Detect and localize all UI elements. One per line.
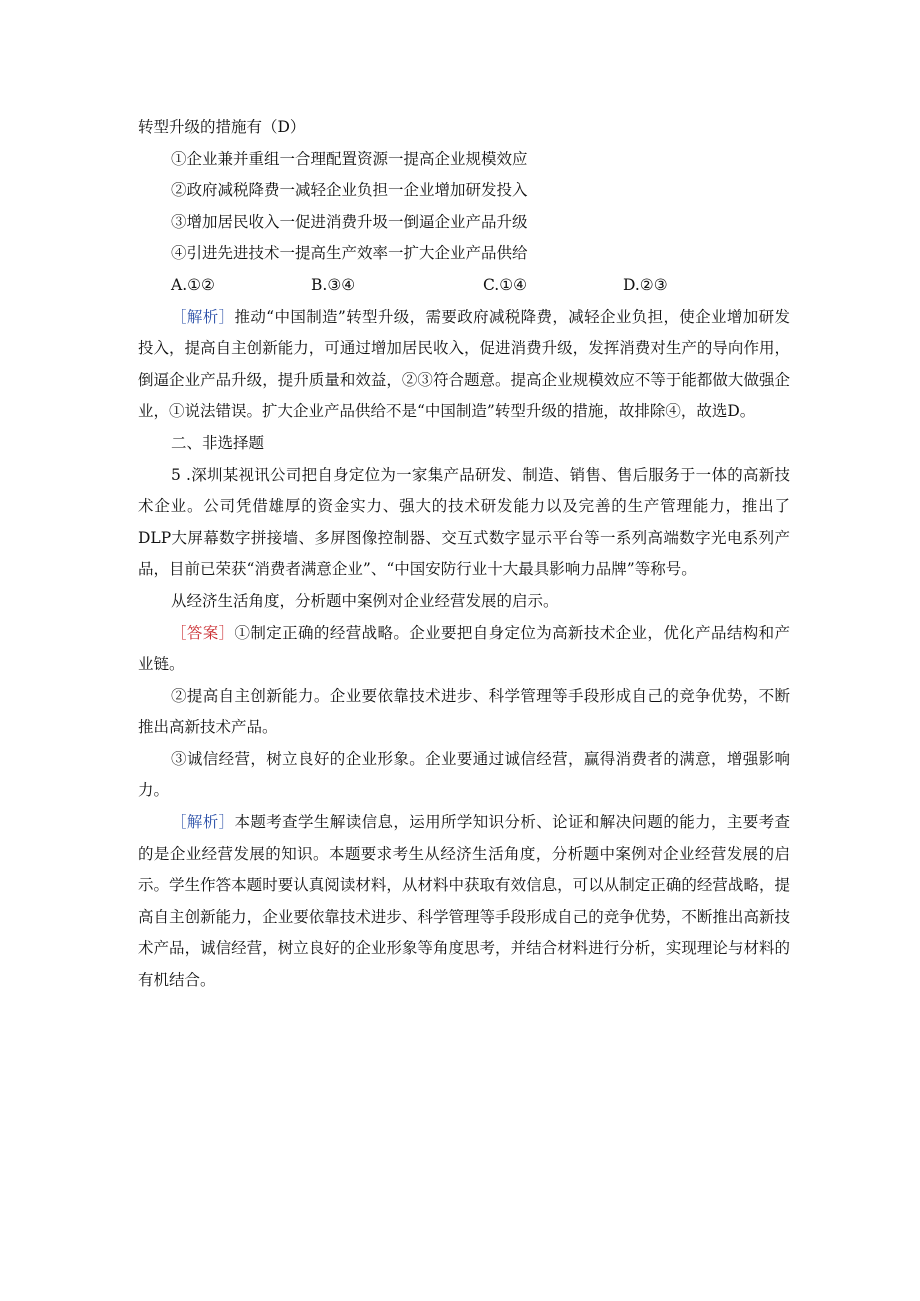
question-5-question: 从经济生活角度，分析题中案例对企业经营发展的启示。: [171, 591, 559, 610]
option-d: D.②③: [623, 275, 668, 294]
question-4-stem-end: 转型升级的措施有（D）: [138, 118, 306, 136]
answer-2: ②提高自主创新能力。企业要依靠技术进步、科学管理等手段形成自己的竞争优势，不断推出高新技术产品。: [138, 686, 790, 737]
analysis-tag: ［解析］: [171, 307, 235, 326]
answer-tag: ［答案］: [171, 623, 235, 642]
option-a: A.①②: [171, 275, 215, 294]
question-4-item-2: ②政府减税降费一减轻企业负担一企业增加研发投入: [171, 181, 528, 200]
answer-1-text: ①制定正确的经营战略。企业要把自身定位为高新技术企业，优化产品结构和产业链。: [138, 623, 790, 674]
question-4-item-1: ①企业兼并重组一合理配置资源一提高企业规模效应: [171, 149, 528, 168]
option-c: C.①④: [483, 275, 528, 294]
analysis-tag: ［解析］: [171, 813, 235, 832]
document-page: [138, 112, 790, 997]
section-heading: 二、非选择题: [171, 433, 265, 452]
analysis-text: 本题考查学生解读信息，运用所学知识分析、论证和解决问题的能力，主要考查的是企业经营发展的知识。本题要求考生从经济生活角度，分析题中案例对企业经营发展的启示。学生作答本题时要认真阅读材料，从材料中获取有效信息，可以从制定正确的经营战略，提高自主创新能力，企业要依靠技术进步、科学管理等手段形成自己的竞争优势，不断推出高新技术产品，诚信经营，树立良好的企业形象等角度思考，并结合材料进行分析，实现理论与材料的有机结合。: [138, 813, 790, 990]
option-b: B.③④: [311, 275, 356, 294]
question-5-stem: 5 .深圳某视讯公司把自身定位为一家集产品研发、制造、销售、售后服务于一体的高新技术企业。公司凭借雄厚的资金实力、强大的技术研发能力以及完善的生产管理能力，推出了DLP大屏幕数字拼接墙、多屏图像控制器、交互式数字显示平台等一系列高端数字光电系列产品，目前已荣获“消费者满意企业”、“中国安防行业十大最具影响力品牌”等称号。: [138, 465, 790, 579]
question-4-item-3: ③增加居民收入一促进消费升圾一倒逼企业产品升级: [171, 212, 528, 231]
question-4-options: [138, 270, 790, 302]
question-5-analysis: [138, 807, 790, 997]
answer-1: [138, 618, 790, 681]
question-4-item-4: ④引进先进技术一提高生产效率一扩大企业产品供给: [171, 244, 528, 263]
question-4-analysis: [138, 302, 790, 428]
analysis-text: 推动“中国制造”转型升级，需要政府减税降费，减轻企业负担，使企业增加研发投入，提高自主创新能力，可通过增加居民收入，促进消费升级，发挥消费对生产的导向作用，倒逼企业产品升级，提升质量和效益，②③符合题意。提高企业规模效应不等于能都做大做强企业，①说法错误。扩大企业产品供给不是“中国制造”转型升级的措施，故排除④，故选D。: [138, 307, 790, 421]
answer-3: ③诚信经营，树立良好的企业形象。企业要通过诚信经营，赢得消费者的满意，增强影响力。: [138, 749, 790, 800]
